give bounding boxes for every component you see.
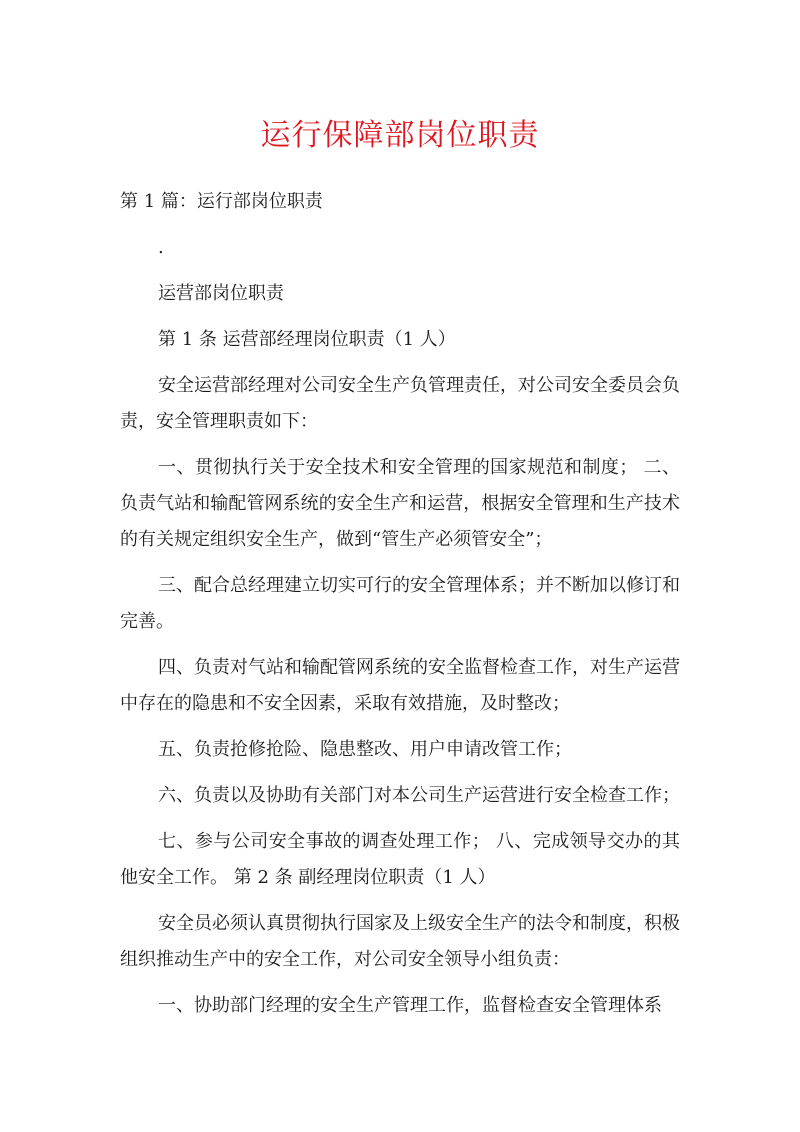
article-heading: 第 1 条 运营部经理岗位职责（1 人） bbox=[158, 329, 456, 350]
document-body bbox=[120, 184, 680, 1034]
subheading: 运营部岗位职责 bbox=[158, 283, 284, 304]
paragraph: 一、贯彻执行关于安全技术和安全管理的国家规范和制度； 二、负责气站和输配管网系统的安全生产和运营，根据安全管理和生产技术的有关规定组织安全生产，做到“管生产必须管安全”； bbox=[120, 457, 680, 550]
paragraph: 七、参与公司安全事故的调查处理工作； 八、完成领导交办的其他安全工作。 第 2 条 副经理岗位职责（1 人） bbox=[120, 831, 680, 888]
paragraph: 四、负责对气站和输配管网系统的安全监督检查工作，对生产运营中存在的隐患和不安全因素，采取有效措施，及时整改； bbox=[120, 657, 680, 714]
separator-dot: . bbox=[158, 237, 164, 258]
paragraph: 安全员必须认真贯彻执行国家及上级安全生产的法令和制度，积极组织推动生产中的安全工作，对公司安全领导小组负责： bbox=[120, 913, 680, 970]
paragraph: 安全运营部经理对公司安全生产负管理责任，对公司安全委员会负责，安全管理职责如下： bbox=[120, 375, 680, 432]
paragraph: 六、负责以及协助有关部门对本公司生产运营进行安全检查工作； bbox=[158, 785, 680, 806]
paragraph: 一、协助部门经理的安全生产管理工作，监督检查安全管理体系 bbox=[158, 995, 662, 1016]
section-heading: 第 1 篇：运行部岗位职责 bbox=[120, 191, 323, 212]
paragraph: 五、负责抢修抢险、隐患整改、用户申请改管工作； bbox=[158, 739, 572, 760]
paragraph: 三、配合总经理建立切实可行的安全管理体系；并不断加以修订和完善。 bbox=[120, 575, 680, 632]
document-title: 运行保障部岗位职责 bbox=[260, 118, 540, 153]
